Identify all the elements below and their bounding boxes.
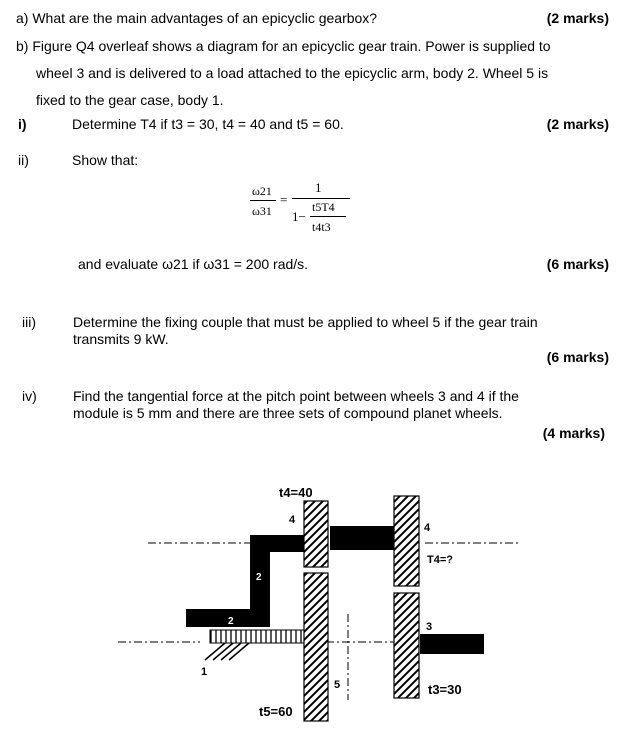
label-T4: T4=? — [427, 554, 453, 566]
planet-shaft — [330, 526, 394, 550]
equation-rhs-den-prefix: 1− — [292, 209, 306, 224]
equation-equals-sign: = — [280, 192, 288, 207]
question-b-line-1: b) Figure Q4 overleaf shows a diagram for an epicyclic gear train. Power is supplied to — [16, 38, 551, 54]
label-wheel-5: 5 — [334, 679, 341, 691]
question-i-number: i) — [18, 116, 27, 132]
question-iv-line-2: module is 5 mm and there are three sets of compound planet wheels. — [73, 405, 503, 421]
question-iv-marks: (4 marks) — [542, 425, 605, 441]
label-arm-2-upper: 2 — [256, 572, 262, 583]
question-a-text: a) What are the main advantages of an epicyclic gearbox? — [16, 10, 378, 26]
question-b-line-3: fixed to the gear case, body 1. — [36, 92, 224, 108]
question-iii-line-2: transmits 9 kW. — [73, 331, 169, 347]
wheel-5-body — [304, 573, 328, 721]
wheel-3-shaft — [420, 634, 484, 654]
equation-inner-numerator: t5T4 — [312, 200, 335, 214]
label-wheel-4-right: 4 — [424, 522, 431, 534]
equation-lhs-denominator: ω31 — [252, 204, 272, 218]
label-t5: t5=60 — [259, 704, 293, 719]
question-i-marks: (2 marks) — [546, 116, 609, 132]
wheel-3-body — [394, 593, 419, 698]
question-iii-marks: (6 marks) — [546, 349, 609, 365]
question-iv-number: iv) — [22, 388, 37, 404]
question-b-line-2: wheel 3 and is delivered to a load attached to the epicyclic arm, body 2. Wheel 5 is — [36, 65, 549, 81]
question-ii-marks: (6 marks) — [546, 256, 609, 272]
question-iii-number: iii) — [22, 314, 36, 330]
label-body-1: 1 — [201, 666, 208, 678]
question-i-text: Determine T4 if t3 = 30, t4 = 40 and t5 = 60. — [72, 116, 344, 132]
label-arm-2-lower: 2 — [228, 616, 234, 627]
question-ii-evaluate-text: and evaluate ω21 if ω31 = 200 rad/s. — [78, 256, 309, 272]
question-ii-number: ii) — [18, 152, 29, 168]
equation-inner-denominator: t4t3 — [312, 220, 331, 234]
wheel-4-left-body — [304, 501, 328, 567]
question-iii-line-1: Determine the fixing couple that must be applied to wheel 5 if the gear train — [73, 314, 538, 330]
equation-rhs-numerator: 1 — [315, 180, 322, 195]
label-wheel-3: 3 — [426, 621, 433, 633]
arm-2-top — [250, 535, 304, 552]
wheel-4-right-body — [394, 496, 419, 586]
label-t3: t3=30 — [428, 682, 462, 697]
label-wheel-4-left: 4 — [289, 514, 296, 526]
gear-case-body-1 — [210, 630, 305, 643]
question-ii-text: Show that: — [72, 152, 139, 168]
equation-lhs-numerator: ω21 — [252, 184, 272, 198]
question-a-marks: (2 marks) — [546, 10, 609, 26]
label-t4: t4=40 — [279, 485, 313, 500]
question-iv-line-1: Find the tangential force at the pitch point between wheels 3 and 4 if the — [73, 388, 519, 404]
